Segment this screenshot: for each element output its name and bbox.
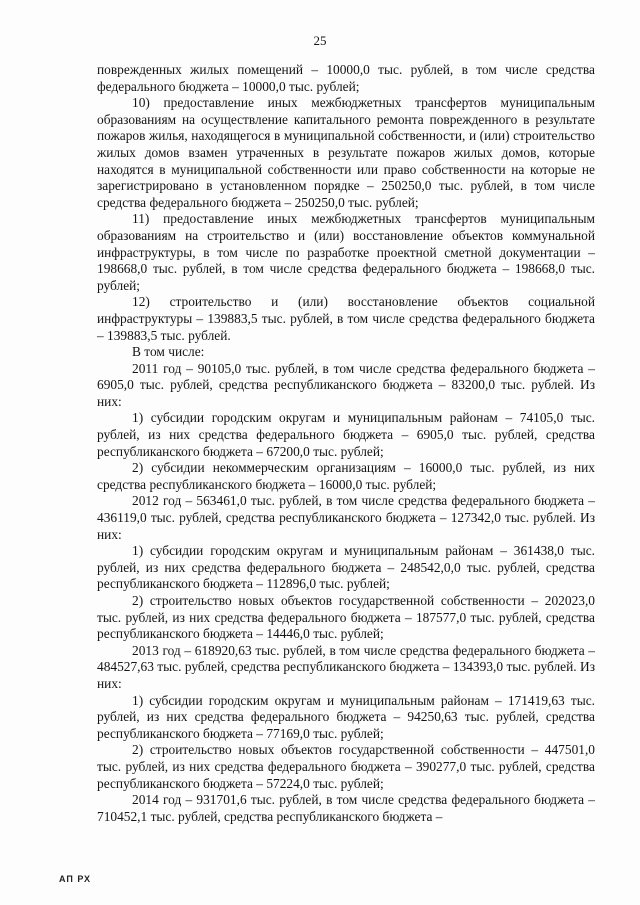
paragraph: 2) строительство новых объектов государственной собственности – 447501,0 тыс. рублей, из них средства федерального бюджета – 390277,0 тыс. рублей, средства республиканского бюджета – 57224,0 тыс. рублей; <box>97 742 595 791</box>
paragraph: 2) субсидии некоммерческим организациям – 16000,0 тыс. рублей, из них средства республиканского бюджета – 16000,0 тыс. рублей; <box>97 460 595 492</box>
paragraph: 2011 год – 90105,0 тыс. рублей, в том числе средства федерального бюджета – 6905,0 тыс. рублей, средства республиканского бюджета – 83200,0 тыс. рублей. Из них: <box>97 360 595 409</box>
paragraph: поврежденных жилых помещений – 10000,0 тыс. рублей, в том числе средства федерального бюджета – 10000,0 тыс. рублей; <box>97 62 595 94</box>
paragraph: 11) предоставление иных межбюджетных трансфертов муниципальным образованиям на строительство и (или) восстановление объектов коммунальной инфраструктуры, в том числе по разработке проектной сметной документации – 198668,0 тыс. рублей, в том числе средства федерального бюджета – 198668,0 тыс. рублей; <box>97 211 595 293</box>
paragraph: В том числе: <box>132 344 205 360</box>
paragraph: 2) строительство новых объектов государственной собственности – 202023,0 тыс. рублей, из них средства федерального бюджета – 187577,0 тыс. рублей, средства республиканского бюджета – 14446,0 тыс. рублей; <box>97 593 595 642</box>
paragraph: 2012 год – 563461,0 тыс. рублей, в том числе средства федерального бюджета – 436119,0 тыс. рублей, средства республиканского бюджета – 127342,0 тыс. рублей. Из них: <box>97 493 595 542</box>
paragraph: 1) субсидии городским округам и муниципальным районам – 171419,63 тыс. рублей, из них средства федерального бюджета – 94250,63 тыс. рублей, средства республиканского бюджета – 77169,0 тыс. рублей; <box>97 692 595 741</box>
document-body <box>97 62 595 825</box>
paragraph: 1) субсидии городским округам и муниципальным районам – 74105,0 тыс. рублей, из них средства федерального бюджета – 6905,0 тыс. рублей, средства республиканского бюджета – 67200,0 тыс. рублей; <box>97 410 595 459</box>
paragraph: 10) предоставление иных межбюджетных трансфертов муниципальным образованиям на осуществление капитального ремонта поврежденного в результате пожаров жилья, находящегося в муниципальной собственности, и (или) строительство жилых домов взамен утраченных в результате пожаров жилых домов, которые находятся в муниципальной собственности или право собственности на которые не зарегистрировано в установленном порядке – 250250,0 тыс. рублей, в том числе средства федерального бюджета – 250250,0 тыс. рублей; <box>97 95 595 210</box>
paragraph: 2014 год – 931701,6 тыс. рублей, в том числе средства федерального бюджета – 710452,1 тыс. рублей, средства республиканского бюджета – <box>97 792 595 824</box>
paragraph: 1) субсидии городским округам и муниципальным районам – 361438,0 тыс. рублей, из них средства федерального бюджета – 248542,0,0 тыс. рублей, средства республиканского бюджета – 112896,0 тыс. рублей; <box>97 543 595 592</box>
paragraph: 2013 год – 618920,63 тыс. рублей, в том числе средства федерального бюджета – 484527,63 тыс. рублей, средства республиканского бюджета – 134393,0 тыс. рублей. Из них: <box>97 642 595 691</box>
paragraph: 12) строительство и (или) восстановление объектов социальной инфраструктуры – 139883,5 тыс. рублей, в том числе средства федерального бюджета – 139883,5 тыс. рублей. <box>97 294 595 343</box>
footer-mark: АП РХ <box>59 874 92 884</box>
page-number: 25 <box>313 33 327 48</box>
